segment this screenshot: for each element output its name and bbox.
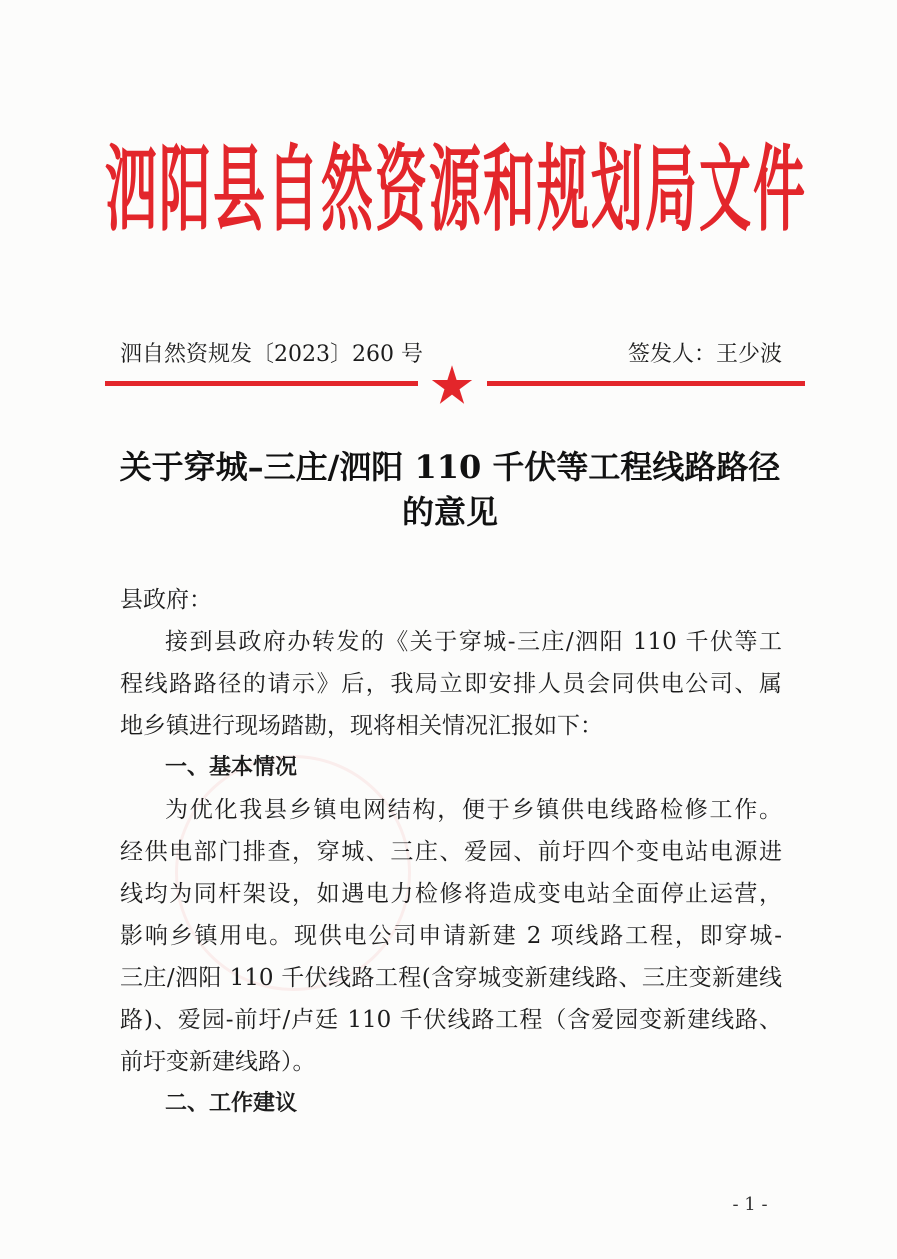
section1-line: 前圩变新建线路）。 <box>120 1049 316 1075</box>
section1-line: 经供电部门排查，穿城、三庄、爱园、前圩四个变电站电源进 <box>120 839 782 865</box>
salutation: 县政府： <box>120 587 212 613</box>
section1-line: 三庄/泗阳 110 千伏线路工程(含穿城变新建线路、三庄变新建线 <box>120 965 782 991</box>
document-number: 泗自然资规发〔2023〕260 号 <box>120 342 423 367</box>
red-star-icon <box>431 364 473 406</box>
document-title-line-1: 关于穿城–三庄/泗阳 110 千伏等工程线路路径 <box>119 448 781 486</box>
section1-line: 为优化我县乡镇电网结构，便于乡镇供电线路检修工作。 <box>165 797 782 823</box>
red-rule-left <box>105 381 418 386</box>
intro-line: 地乡镇进行现场踏勘，现将相关情况汇报如下： <box>120 713 603 739</box>
section1-line: 路)、爱园-前圩/卢廷 110 千伏线路工程（含爱园变新建线路、 <box>120 1007 782 1033</box>
section1-line: 线均为同杆架设，如遇电力检修将造成变电站全面停止运营， <box>120 881 782 907</box>
document-title-line-2: 的意见 <box>401 493 498 531</box>
section1-line: 影响乡镇用电。现供电公司申请新建 2 项线路工程，即穿城- <box>120 923 782 949</box>
issuer-signatory: 签发人：王少波 <box>627 342 782 367</box>
section-heading-work-suggestions: 二、工作建议 <box>165 1091 298 1116</box>
document-body <box>120 579 782 1125</box>
issuing-agency-header: 泗阳县自然资源和规划局文件 <box>105 137 805 246</box>
page-number: - 1 - <box>732 1194 768 1215</box>
red-rule-right <box>487 381 805 386</box>
section-heading-basic-situation: 一、基本情况 <box>165 755 298 780</box>
intro-line: 接到县政府办转发的《关于穿城-三庄/泗阳 110 千伏等工 <box>165 629 782 655</box>
intro-line: 程线路路径的请示》后，我局立即安排人员会同供电公司、属 <box>120 671 782 697</box>
